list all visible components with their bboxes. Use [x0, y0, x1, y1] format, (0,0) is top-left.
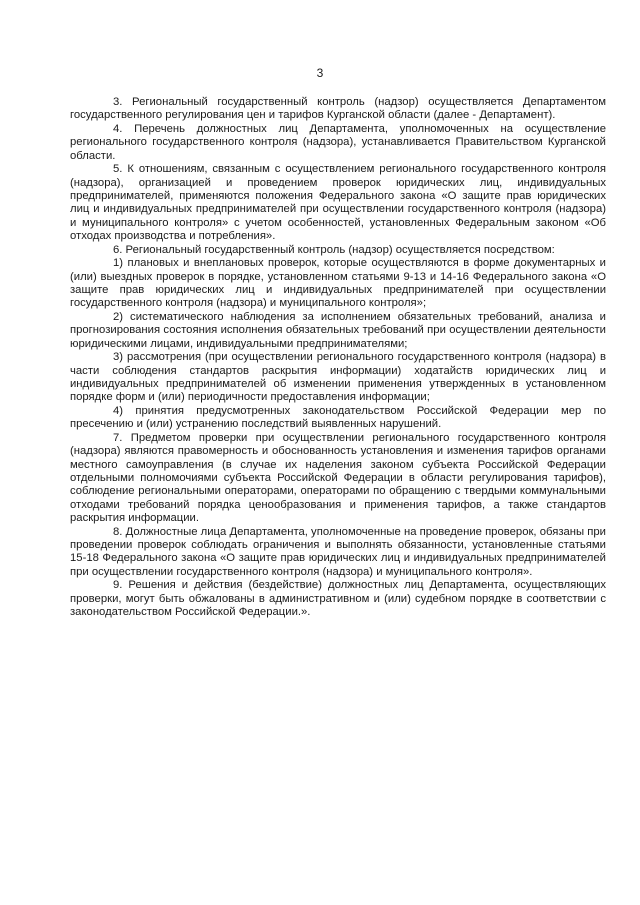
subitem-6-4: 4) принятия предусмотренных законодательством Российской Федерации мер по пресечению и (или) устранению последствий выявленных нарушений. [70, 404, 606, 431]
subitem-6-3: 3) рассмотрения (при осуществлении регионального государственного контроля (надзора) в части соблюдения стандартов раскрытия информации) ходатайств юридических лиц и индивидуальных предпринимателей об изменении применения утвержденных в установленном порядке форм и (или) периодичности предоставления информации; [70, 351, 606, 404]
paragraph-item-4: 4. Перечень должностных лиц Департамента, уполномоченных на осуществление регионального государственного контроля (надзора), устанавливается Правительством Курганской области. [70, 122, 606, 162]
paragraph-item-8: 8. Должностные лица Департамента, уполномоченные на проведение проверок, обязаны при проведении проверок соблюдать ограничения и выполнять обязанности, установленные статьями 15-18 Федерального закона «О защите прав юридических лиц и индивидуальных предпринимателей при осуществлении государственного контроля (надзора) и муниципального контроля». [70, 525, 606, 578]
subitem-6-1: 1) плановых и внеплановых проверок, которые осуществляются в форме документарных и (или) выездных проверок в порядке, установленном статьями 9-13 и 14-16 Федерального закона «О защите прав юридических лиц и индивидуальных предпринимателей при осуществлении государственного контроля (надзора) и муниципального контроля»; [70, 257, 606, 310]
page-number: 3 [316, 66, 324, 80]
paragraph-item-7: 7. Предметом проверки при осуществлении регионального государственного контроля (надзора) являются правомерность и обоснованность установления и изменения тарифов органами местного самоуправления (в случае их наделения законом субъекта Российской Федерации отдельными полномочиями субъекта Российской Федерации в области регулирования тарифов), соблюдение региональными операторами, операторами по обращению с твердыми коммунальными отходами требований порядка ценообразования и применения тарифов, а также стандартов раскрытия информации. [70, 431, 606, 525]
paragraph-item-9: 9. Решения и действия (бездействие) должностных лиц Департамента, осуществляющих проверки, могут быть обжалованы в административном и (или) судебном порядке в соответствии с законодательством Российской Федерации.». [70, 579, 606, 619]
paragraph-item-5: 5. К отношениям, связанным с осуществлением регионального государственного контроля (надзора), организацией и проведением проверок юридических лиц, индивидуальных предпринимателей, применяются положения Федерального закона «О защите прав юридических лиц и индивидуальных предпринимателей при осуществлении государственного контроля (надзора) и муниципального контроля» с учетом особенностей, установленных Федеральным законом «Об отходах производства и потребления». [70, 163, 606, 243]
paragraph-item-6: 6. Региональный государственный контроль (надзор) осуществляется посредством: [113, 243, 555, 256]
document-body [70, 96, 606, 620]
subitem-6-2: 2) систематического наблюдения за исполнением обязательных требований, анализа и прогнозирования состояния исполнения обязательных требований при осуществлении деятельности юридическими лицами, индивидуальными предпринимателями; [70, 310, 606, 350]
paragraph-item-3: 3. Региональный государственный контроль (надзор) осуществляется Департаментом государственного регулирования цен и тарифов Курганской области (далее - Департамент). [70, 96, 606, 122]
